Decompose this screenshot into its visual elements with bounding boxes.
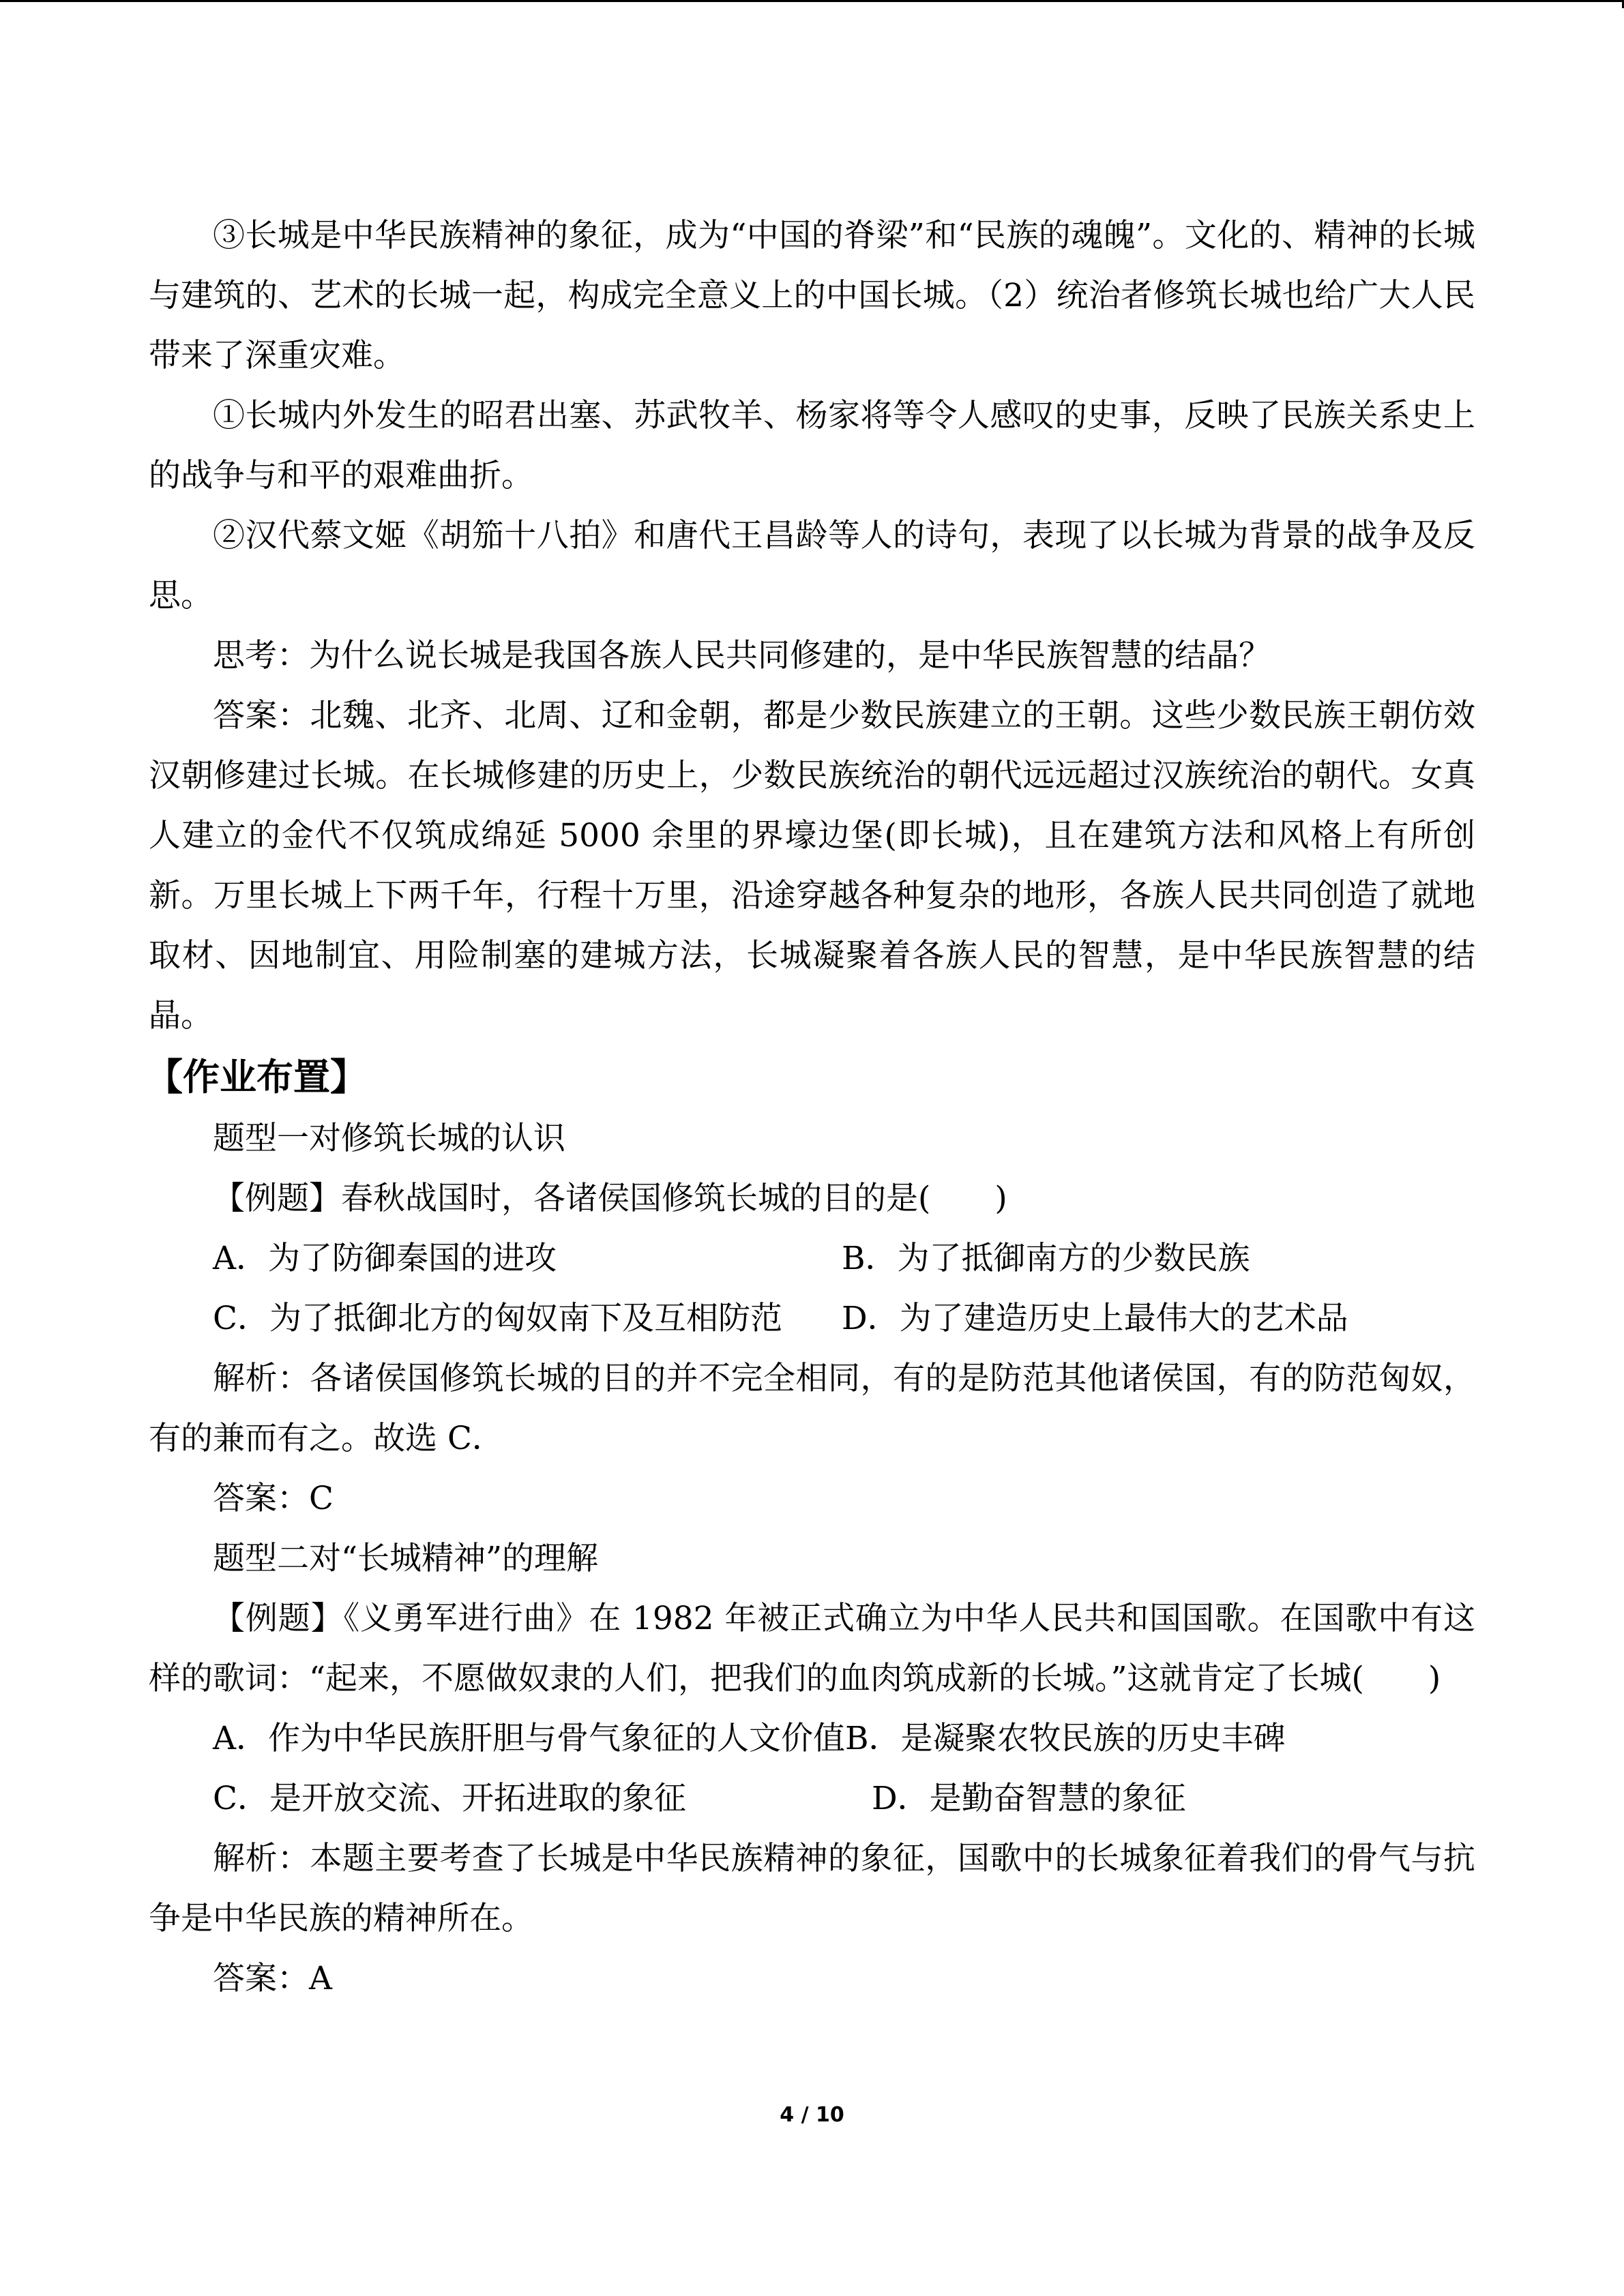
type1-option-c: C．为了抵御北方的匈奴南下及互相防范 xyxy=(213,1300,782,1337)
type2-option-d: D．是勤奋智慧的象征 xyxy=(872,1780,1186,1817)
paragraph-poetry: ②汉代蔡文姬《胡笳十八拍》和唐代王昌龄等人的诗句，表现了以长城为背景的战争及反思。 xyxy=(149,517,1475,614)
type2-option-b: B．是凝聚农牧民族的历史丰碑 xyxy=(844,1720,1286,1757)
type1-option-d: D．为了建造历史上最伟大的艺术品 xyxy=(842,1300,1348,1337)
type1-title: 题型一对修筑长城的认识 xyxy=(213,1120,565,1157)
type2-option-c: C．是开放交流、开拓进取的象征 xyxy=(213,1780,686,1817)
type2-analysis: 解析：本题主要考查了长城是中华民族精神的象征，国歌中的长城象征着我们的骨气与抗争是中华民族的精神所在。 xyxy=(149,1840,1475,1937)
type2-answer: 答案：A xyxy=(213,1960,332,1997)
type1-options-row-2 xyxy=(213,1289,1475,1349)
type1-answer: 答案：C xyxy=(213,1480,334,1517)
type2-title: 题型二对“长城精神”的理解 xyxy=(213,1540,599,1577)
type2-option-a: A．作为中华民族肝胆与骨气象征的人文价值 xyxy=(213,1720,845,1757)
thinking-question: 思考：为什么说长城是我国各族人民共同修建的，是中华民族智慧的结晶？ xyxy=(213,637,1271,674)
type1-options-row-1 xyxy=(213,1229,1475,1289)
thinking-answer: 答案：北魏、北齐、北周、辽和金朝，都是少数民族建立的王朝。这些少数民族王朝仿效汉朝修建过长城。在长城修建的历史上，少数民族统治的朝代远远超过汉族统治的朝代。女真人建立的金代不仅筑成绵延 5000 余里的界壕边堡(即长城)，且在建筑方法和风格上有所创新。万里长城上下两千年，行程十万里，沿途穿越各种复杂的地形，各族人民共同创造了就地取材、因地制宜、用险制塞的建城方法，长城凝聚着各族人民的智慧，是中华民族智慧的结晶。 xyxy=(149,697,1475,1034)
type1-option-b: B．为了抵御南方的少数民族 xyxy=(842,1240,1250,1277)
type2-question: 【例题】《义勇军进行曲》在 1982 年被正式确立为中华人民共和国国歌。在国歌中有这样的歌词：“起来，不愿做奴隶的人们，把我们的血肉筑成新的长城。”这就肯定了长城( ) xyxy=(149,1600,1475,1697)
paragraph-great-wall-spirit: ③长城是中华民族精神的象征，成为“中国的脊梁”和“民族的魂魄”。文化的、精神的长城与建筑的、艺术的长城一起，构成完全意义上的中国长城。（2）统治者修筑长城也给广大人民带来了深重灾难。 xyxy=(149,217,1475,374)
type1-question: 【例题】春秋战国时，各诸侯国修筑长城的目的是( ) xyxy=(213,1180,1007,1217)
top-border-line xyxy=(0,0,1624,2)
paragraph-ethnic-relations: ①长城内外发生的昭君出塞、苏武牧羊、杨家将等令人感叹的史事，反映了民族关系史上的战争与和平的艰难曲折。 xyxy=(149,397,1475,494)
type2-options-row-1 xyxy=(213,1709,1475,1769)
type1-option-a: A．为了防御秦国的进攻 xyxy=(213,1240,557,1277)
type1-analysis: 解析：各诸侯国修筑长城的目的并不完全相同，有的是防范其他诸侯国，有的防范匈奴，有的兼而有之。故选 C． xyxy=(149,1360,1475,1457)
homework-heading: 【作业布置】 xyxy=(146,1056,367,1099)
page-number: 4 / 10 xyxy=(780,2103,844,2127)
type2-options-row-2 xyxy=(213,1769,1475,1829)
page-content xyxy=(146,206,1475,2009)
